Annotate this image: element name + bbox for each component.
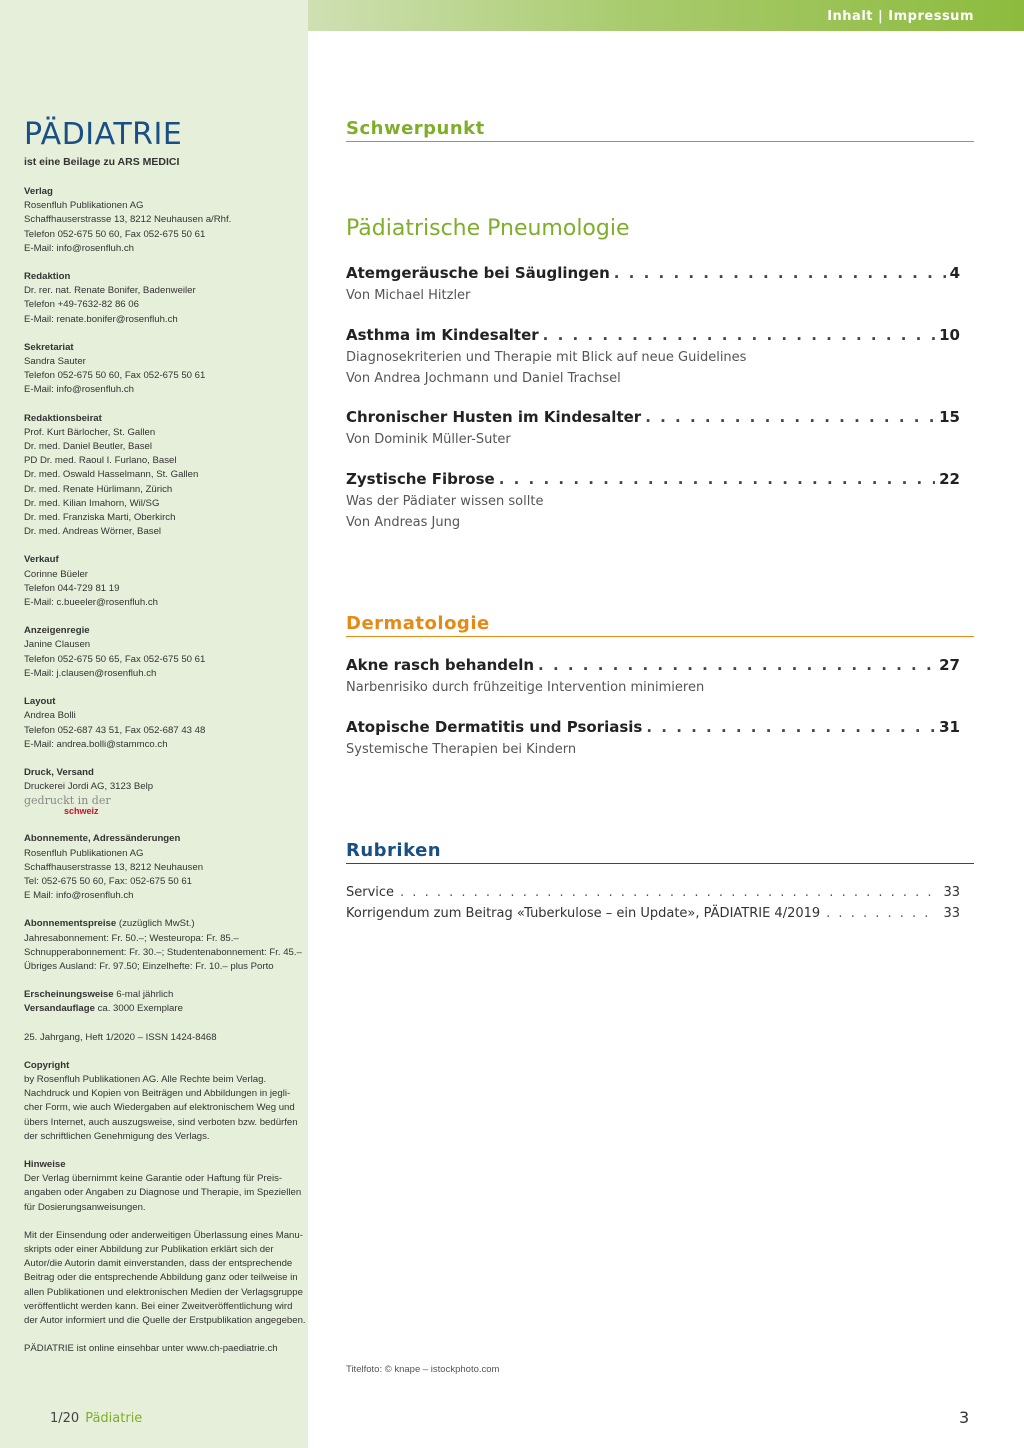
toc-entry-author: Von Andrea Jochmann und Daniel Trachsel [346, 371, 621, 386]
cover-photo-credit: Titelfoto: © knape – istockphoto.com [346, 1364, 500, 1375]
toc-entry-author: Von Michael Hitzler [346, 288, 471, 303]
toc-entry-page: 31 [939, 718, 960, 736]
imprint-line: Dr. med. Andreas Wörner, Basel [24, 526, 162, 538]
rubrik-entry[interactable] [346, 906, 960, 921]
imprint-line: Telefon 052-687 43 51, Fax 052-687 43 48 [24, 724, 206, 736]
imprint-line: Mit der Einsendung oder anderweitigen Überlassung eines Manu- [24, 1229, 303, 1241]
imprint-heading: Abonnementspreise [24, 918, 117, 930]
toc-entry-title: Zystische Fibrose [346, 470, 495, 488]
leader-dots [614, 264, 946, 282]
imprint-line: Dr. med. Kilian Imahorn, Wil/SG [24, 497, 160, 509]
toc-entry-page: 22 [939, 470, 960, 488]
footer-issue [50, 1411, 142, 1426]
imprint-line: Druckerei Jordi AG, 3123 Belp [24, 781, 154, 793]
toc-entry[interactable] [346, 408, 960, 450]
imprint-hinweise [24, 1158, 306, 1215]
imprint-redaktion [24, 270, 306, 327]
rubrik-title: Korrigendum zum Beitrag «Tuberkulose – ein Update», PÄDIATRIE 4/2019 [346, 906, 821, 921]
toc-entry-subtitle: Systemische Therapien bei Kindern [346, 742, 577, 757]
imprint-online [24, 1342, 306, 1356]
imprint-line: Der Verlag übernimmt keine Garantie oder Haftung für Preis- [24, 1173, 283, 1185]
footer-brand: Pädiatrie [85, 1411, 143, 1426]
toc-entry-author: Von Dominik Müller-Suter [346, 432, 511, 447]
rubrik-page: 33 [943, 885, 960, 900]
imprint-line: Schnupperabonnement: Fr. 30.–; Studentenabonnement: Fr. 45.– [24, 946, 302, 958]
imprint-line: Rosenfluh Publikationen AG [24, 847, 144, 859]
imprint-submission [24, 1229, 306, 1328]
imprint-line: Nachdruck und Kopien von Beiträgen und Abbildungen in jegli- [24, 1088, 291, 1100]
imprint-heading: Verkauf [24, 554, 59, 566]
imprint-heading: Erscheinungsweise [24, 989, 114, 1001]
toc-entry-title: Akne rasch behandeln [346, 656, 535, 674]
imprint-line: Tel: 052-675 50 60, Fax: 052-675 50 61 [24, 875, 193, 887]
imprint-druck [24, 766, 306, 818]
toc-entry-subtitle: Narbenrisiko durch frühzeitige Intervention minimieren [346, 680, 705, 695]
toc-entry-row [346, 656, 960, 674]
imprint-heading: Druck, Versand [24, 766, 94, 778]
imprint-line: E Mail: info@rosenfluh.ch [24, 890, 134, 902]
imprint-verlag [24, 185, 306, 256]
imprint-line: E-Mail: j.clausen@rosenfluh.ch [24, 667, 157, 679]
header-bar [308, 0, 1024, 31]
toc-entry-subtitle: Diagnosekriterien und Therapie mit Blick auf neue Guidelines [346, 350, 747, 365]
toc-entry-row [346, 408, 960, 426]
toc-entry-row [346, 264, 960, 282]
imprint-line: Beitrag oder die entsprechende Abbildung ganz oder teilweise in [24, 1272, 298, 1284]
imprint-line: Telefon +49-7632-82 86 06 [24, 299, 139, 311]
imprint-heading: Redaktionsbeirat [24, 412, 102, 424]
imprint-volume [24, 1031, 306, 1045]
section-heading-schwerpunkt: Schwerpunkt [346, 118, 974, 142]
section-heading-dermatologie: Dermatologie [346, 613, 974, 637]
toc-entry-page: 15 [939, 408, 960, 426]
section-heading-rubriken: Rubriken [346, 840, 974, 864]
section-label: Inhalt | Impressum [827, 9, 974, 24]
imprint-frequency [24, 988, 306, 1016]
rubrik-title: Service [346, 885, 395, 900]
imprint-heading: Copyright [24, 1059, 70, 1071]
imprint-heading: Layout [24, 696, 56, 708]
imprint-heading: Anzeigenregie [24, 625, 90, 637]
imprint-line: angaben oder Angaben zu Diagnose und Therapie, im Speziellen [24, 1187, 302, 1199]
imprint-heading: Redaktion [24, 271, 71, 283]
imprint-heading: Versandauflage [24, 1003, 95, 1015]
leader-dots [400, 885, 937, 900]
imprint-line: der Autor informiert und die Quelle der Erstpublikation angegeben. [24, 1315, 306, 1326]
toc-entry-row [346, 718, 960, 736]
imprint-line: E-Mail: c.bueeler@rosenfluh.ch [24, 597, 158, 609]
printed-in-switzerland-logo [24, 794, 306, 818]
imprint-verkauf [24, 553, 306, 610]
imprint-sekretariat [24, 341, 306, 398]
imprint-line: Dr. rer. nat. Renate Bonifer, Badenweiler [24, 285, 196, 297]
toc-entry-page: 4 [949, 264, 960, 282]
imprint-line: Jahresabonnement: Fr. 50.–; Westeuropa: Fr. 85.– [24, 932, 239, 944]
imprint-beirat [24, 412, 306, 540]
imprint-line: allen Publikationen und elektronischen Medien der Verlagsgruppe [24, 1286, 303, 1298]
imprint-line [24, 988, 306, 1002]
imprint-line: Telefon 052-675 50 65, Fax 052-675 50 61 [24, 653, 206, 665]
toc-entry[interactable] [346, 656, 960, 698]
imprint-line: Rosenfluh Publikationen AG [24, 200, 144, 212]
imprint-line: Telefon 044-729 81 19 [24, 582, 120, 594]
imprint-prices [24, 917, 306, 974]
imprint-line: E-Mail: andrea.bolli@stammco.ch [24, 738, 168, 750]
issue-number: 1/20 [50, 1411, 80, 1426]
imprint-anzeigen [24, 624, 306, 681]
imprint-line: Andrea Bolli [24, 710, 76, 722]
imprint-line: Telefon 052-675 50 60, Fax 052-675 50 61 [24, 228, 206, 240]
imprint-line: Prof. Kurt Bärlocher, St. Gallen [24, 426, 156, 438]
imprint-line: Übriges Ausland: Fr. 97.50; Einzelhefte: Fr. 10.– plus Porto [24, 960, 274, 972]
imprint-layout [24, 695, 306, 752]
page-number: 3 [959, 1408, 970, 1427]
toc-entry-page: 27 [939, 656, 960, 674]
imprint-line [24, 1002, 306, 1016]
leader-dots [543, 326, 935, 344]
imprint-line: by Rosenfluh Publikationen AG. Alle Rechte beim Verlag. [24, 1073, 267, 1085]
toc-entry-title: Asthma im Kindesalter [346, 326, 539, 344]
imprint-line: veröffentlicht werden kann. Bei einer Zweitveröffentlichung wird [24, 1300, 293, 1312]
imprint-line: E-Mail: info@rosenfluh.ch [24, 384, 134, 396]
imprint-heading: Verlag [24, 186, 53, 197]
frequency-value: 6-mal jährlich [113, 989, 174, 1001]
imprint-copyright [24, 1059, 306, 1144]
imprint-line: PÄDIATRIE ist online einsehbar unter www.ch-paediatrie.ch [24, 1343, 278, 1355]
imprint-line: E-Mail: info@rosenfluh.ch [24, 242, 134, 254]
imprint-line: Corinne Büeler [24, 568, 88, 580]
toc-entry-title: Chronischer Husten im Kindesalter [346, 408, 642, 426]
imprint-line: Telefon 052-675 50 60, Fax 052-675 50 61 [24, 370, 206, 382]
toc-entry-title: Atemgeräusche bei Säuglingen [346, 264, 610, 282]
logo-text: schweiz [64, 806, 99, 817]
imprint-heading: Abonnemente, Adressänderungen [24, 833, 181, 845]
toc-entry-title: Atopische Dermatitis und Psoriasis [346, 718, 643, 736]
toc-entry-row [346, 326, 960, 344]
circulation-value: ca. 3000 Exemplare [94, 1003, 183, 1015]
leader-dots [826, 906, 937, 921]
imprint-line: für Dosierungsanweisungen. [24, 1201, 146, 1213]
imprint-line: cher Form, wie auch Wiedergaben auf elektronischem Weg und [24, 1102, 295, 1114]
leader-dots [499, 470, 935, 488]
imprint-line: Janine Clausen [24, 639, 91, 651]
imprint-line: PD Dr. med. Raoul I. Furlano, Basel [24, 455, 177, 467]
imprint-line: E-Mail: renate.bonifer@rosenfluh.ch [24, 313, 178, 325]
imprint-line: Sandra Sauter [24, 356, 86, 368]
journal-subtitle: ist eine Beilage zu ARS MEDICI [24, 156, 180, 168]
toc-entry-author: Von Andreas Jung [346, 515, 461, 530]
imprint-line: der schriftlichen Genehmigung des Verlags. [24, 1130, 210, 1142]
toc-entry-page: 10 [939, 326, 960, 344]
imprint-line: Dr. med. Oswald Hasselmann, St. Gallen [24, 469, 199, 481]
imprint-abonnemente [24, 832, 306, 903]
imprint-line: Schaffhauserstrasse 13, 8212 Neuhausen [24, 861, 204, 873]
toc-entry[interactable] [346, 718, 960, 760]
imprint [24, 185, 306, 1370]
price-note: (zuzüglich MwSt.) [116, 918, 195, 930]
imprint-line: Autor/die Autorin damit einverstanden, dass der entsprechende [24, 1258, 293, 1270]
logo-text: gedruckt in der [24, 794, 111, 808]
rubrik-page: 33 [943, 906, 960, 921]
imprint-line: übers Internet, auch auszugsweise, sind verboten bzw. bedürfen [24, 1116, 298, 1128]
imprint-line: skripts oder einer Abbildung zur Publikation erklärt sich der [24, 1243, 274, 1255]
imprint-line [24, 917, 306, 931]
imprint-heading: Hinweise [24, 1158, 66, 1170]
rubrik-entry[interactable] [346, 885, 960, 900]
imprint-line: Dr. med. Franziska Marti, Oberkirch [24, 512, 176, 524]
journal-title: PÄDIATRIE [24, 117, 183, 152]
leader-dots [538, 656, 935, 674]
toc-entry[interactable] [346, 326, 960, 389]
imprint-line: Schaffhauserstrasse 13, 8212 Neuhausen a/Rhf. [24, 214, 232, 226]
leader-dots [645, 408, 935, 426]
imprint-line: 25. Jahrgang, Heft 1/2020 – ISSN 1424-8468 [24, 1031, 217, 1043]
imprint-line: Dr. med. Daniel Beutler, Basel [24, 441, 152, 453]
leader-dots [646, 718, 935, 736]
toc-entry[interactable] [346, 264, 960, 306]
topic-heading: Pädiatrische Pneumologie [346, 216, 630, 241]
toc-entry-row [346, 470, 960, 488]
toc-entry[interactable] [346, 470, 960, 533]
imprint-heading: Sekretariat [24, 341, 74, 353]
imprint-line: Dr. med. Renate Hürlimann, Zürich [24, 483, 173, 495]
toc-entry-subtitle: Was der Pädiater wissen sollte [346, 494, 544, 509]
